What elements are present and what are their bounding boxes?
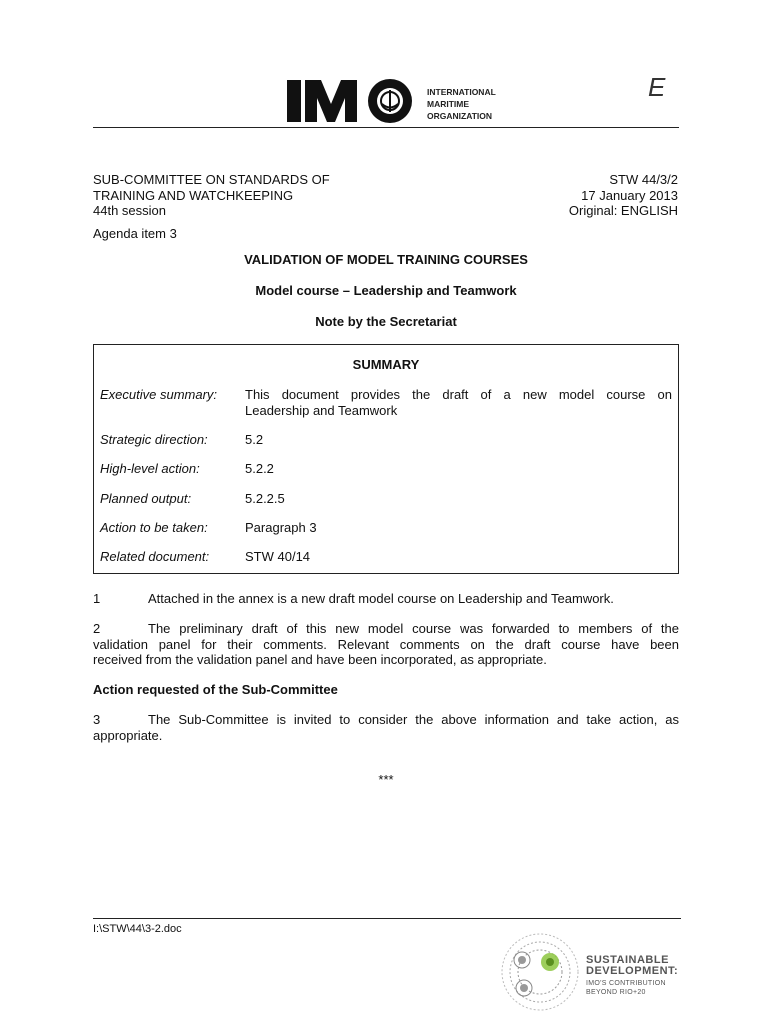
doc-number: STW 44/3/2 xyxy=(609,172,678,187)
summary-label: Executive summary: xyxy=(100,387,218,402)
sd-line4: BEYOND RIO+20 xyxy=(586,989,646,996)
summary-label: Planned output: xyxy=(100,491,192,506)
summary-value: This document provides the draft of a new model course on xyxy=(245,387,672,402)
para-3-line: The Sub-Committee is invited to consider the above information and take action, as xyxy=(148,712,679,727)
imo-logo-mark xyxy=(287,78,423,124)
sd-title xyxy=(586,955,678,977)
para-1-number: 1 xyxy=(93,591,101,606)
summary-value: STW 40/14 xyxy=(245,549,311,564)
sustainable-development-logo-icon xyxy=(500,932,580,1012)
imo-logo-text: IMO xyxy=(355,78,357,79)
summary-heading: SUMMARY xyxy=(352,357,420,372)
org-name xyxy=(427,86,496,122)
end-stars: *** xyxy=(378,772,394,787)
note-title: Note by the Secretariat xyxy=(315,314,457,329)
summary-value: 5.2.2.5 xyxy=(245,491,285,506)
language-code: E xyxy=(648,72,666,102)
file-path: I:\STW\44\3-2.doc xyxy=(93,923,182,935)
header-rule xyxy=(93,127,679,128)
committee-line1: SUB-COMMITTEE ON STANDARDS OF xyxy=(93,172,330,187)
action-heading: Action requested of the Sub-Committee xyxy=(93,682,338,697)
para-2-line: received from the validation panel and have been incorporated, as appropriate. xyxy=(93,652,547,667)
summary-label: Strategic direction: xyxy=(100,432,208,447)
summary-label: Action to be taken: xyxy=(100,520,208,535)
para-3-line: appropriate. xyxy=(93,728,163,743)
imo-logo xyxy=(287,80,423,124)
summary-value: 5.2 xyxy=(245,432,264,447)
doc-date: 17 January 2013 xyxy=(581,188,678,203)
sd-line1: SUSTAINABLE xyxy=(586,954,669,966)
sd-line3: IMO'S CONTRIBUTION xyxy=(586,980,666,987)
summary-box xyxy=(93,344,679,574)
sd-line2: DEVELOPMENT: xyxy=(586,965,679,977)
main-title: VALIDATION OF MODEL TRAINING COURSES xyxy=(244,252,528,267)
org-line3: ORGANIZATION xyxy=(427,111,493,121)
para-2-line: validation panel for their comments. Relevant comments on the draft course have been xyxy=(93,637,679,652)
summary-label: Related document: xyxy=(100,549,210,564)
org-line1: INTERNATIONAL xyxy=(427,87,496,97)
committee-line2: TRAINING AND WATCHKEEPING xyxy=(93,188,294,203)
sub-title: Model course – Leadership and Teamwork xyxy=(255,283,517,298)
para-2-line: The preliminary draft of this new model course was forwarded to members of the xyxy=(148,621,679,636)
summary-value: 5.2.2 xyxy=(245,461,274,476)
para-2-number: 2 xyxy=(93,621,101,636)
session: 44th session xyxy=(93,203,166,218)
para-3-number: 3 xyxy=(93,712,101,727)
summary-value: Leadership and Teamwork xyxy=(245,403,398,418)
agenda-item: Agenda item 3 xyxy=(93,226,177,241)
original-language: Original: ENGLISH xyxy=(568,203,678,218)
org-line2: MARITIME xyxy=(427,99,470,109)
para-1-text: Attached in the annex is a new draft model course on Leadership and Teamwork. xyxy=(148,591,614,606)
summary-label: High-level action: xyxy=(100,461,200,476)
sd-subtitle xyxy=(586,979,666,997)
footer-rule xyxy=(93,918,681,919)
summary-value: Paragraph 3 xyxy=(245,520,317,535)
